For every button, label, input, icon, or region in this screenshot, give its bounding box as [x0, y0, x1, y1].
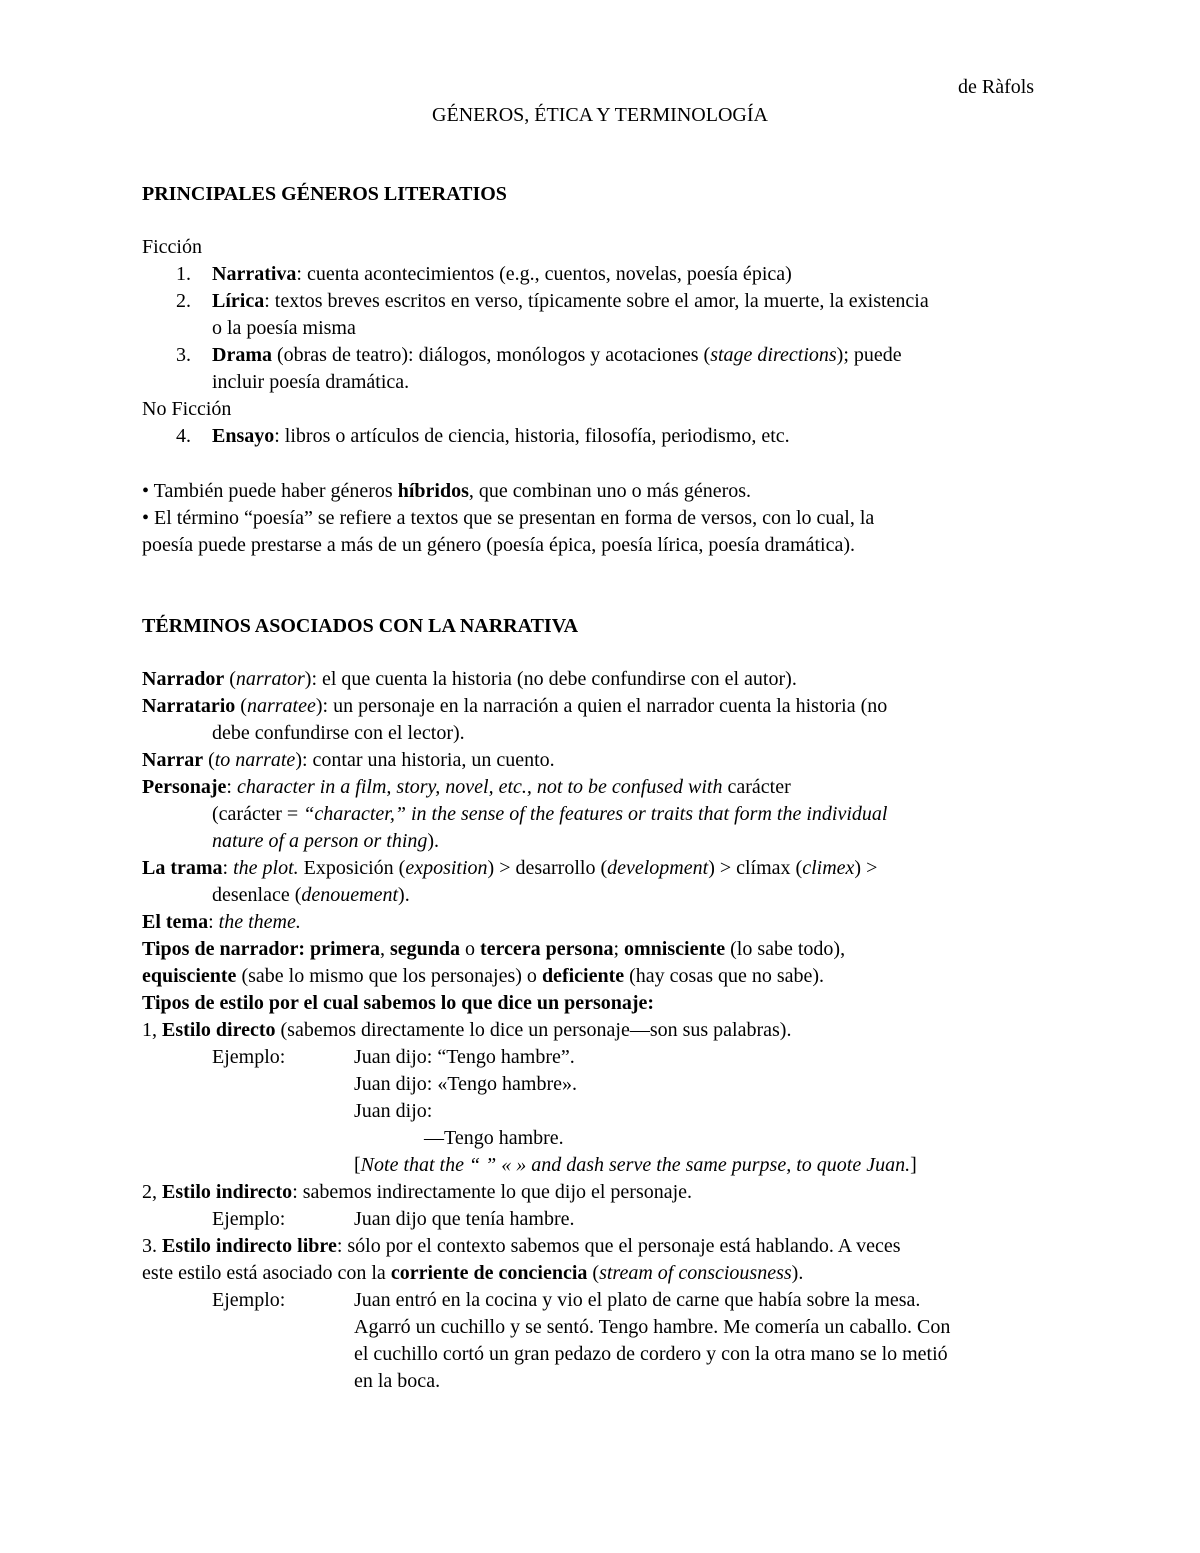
ejemplo-label: Ejemplo: — [212, 1046, 286, 1068]
term-narratario: Narratario (narratee): un personaje en la narración a quien el narrador cuenta la historia (no — [142, 695, 888, 717]
term-tipos-narrador-cont: equisciente (sabe lo mismo que los personajes) o deficiente (hay cosas que no sabe). — [142, 965, 825, 987]
note-poetry-line2: poesía puede prestarse a más de un género (poesía épica, poesía lírica, poesía dramática). — [142, 534, 856, 556]
list-number: 4. — [176, 425, 191, 447]
author-name: de Ràfols — [958, 76, 1035, 98]
term-narrar: Narrar (to narrate): contar una historia, un cuento. — [142, 749, 555, 771]
term-tipos-estilo: Tipos de estilo por el cual sabemos lo que dice un personaje: — [142, 992, 655, 1014]
note-hybrid-genres: • También puede haber géneros híbridos, que combinan uno o más géneros. — [142, 480, 752, 502]
list-number: 1. — [176, 263, 191, 285]
term-tema: El tema: the theme. — [142, 911, 301, 933]
note-poetry-line1: • El término “poesía” se refiere a textos que se presentan en forma de versos, con lo cual, la — [142, 507, 875, 529]
ficcion-label: Ficción — [142, 236, 202, 258]
example-line: Juan dijo que tenía hambre. — [354, 1208, 575, 1230]
term-personaje-cont2: nature of a person or thing). — [212, 830, 440, 852]
example-line: el cuchillo cortó un gran pedazo de cordero y con la otra mano se lo metió — [354, 1343, 948, 1365]
term-narrador: Narrador (narrator): el que cuenta la historia (no debe confundirse con el autor). — [142, 668, 797, 690]
section-heading-narrative-terms: TÉRMINOS ASOCIADOS CON LA NARRATIVA — [142, 615, 579, 637]
example-line: Juan dijo: — [354, 1100, 433, 1122]
example-line: Agarró un cuchillo y se sentó. Tengo hambre. Me comería un caballo. Con — [354, 1316, 951, 1338]
list-item-drama-cont: incluir poesía dramática. — [212, 371, 410, 393]
example-note: [Note that the “ ” « » and dash serve the same purpse, to quote Juan.] — [354, 1154, 917, 1176]
list-item-lirica-cont: o la poesía misma — [212, 317, 356, 339]
list-item-narrativa: Narrativa: cuenta acontecimientos (e.g., cuentos, novelas, poesía épica) — [212, 263, 792, 285]
estilo-indirecto: 2, Estilo indirecto: sabemos indirectamente lo que dijo el personaje. — [142, 1181, 693, 1203]
estilo-directo: 1, Estilo directo (sabemos directamente lo dice un personaje—son sus palabras). — [142, 1019, 792, 1041]
term-trama: La trama: the plot. Exposición (exposition) > desarrollo (development) > clímax (climex) > — [142, 857, 878, 879]
example-line: en la boca. — [354, 1370, 441, 1392]
example-line: Juan entró en la cocina y vio el plato de carne que había sobre la mesa. — [354, 1289, 921, 1311]
estilo-indirecto-libre: 3. Estilo indirecto libre: sólo por el contexto sabemos que el personaje está hablando. A veces — [142, 1235, 901, 1257]
list-item-ensayo: Ensayo: libros o artículos de ciencia, historia, filosofía, periodismo, etc. — [212, 425, 790, 447]
no-ficcion-label: No Ficción — [142, 398, 232, 420]
list-number: 3. — [176, 344, 191, 366]
list-number: 2. — [176, 290, 191, 312]
term-narratario-cont: debe confundirse con el lector). — [212, 722, 465, 744]
section-heading-genres: PRINCIPALES GÉNEROS LITERATIOS — [142, 183, 507, 205]
estilo-indirecto-libre-cont: este estilo está asociado con la corriente de conciencia (stream of consciousness). — [142, 1262, 804, 1284]
list-item-lirica: Lírica: textos breves escritos en verso, típicamente sobre el amor, la muerte, la existencia — [212, 290, 929, 312]
term-trama-cont: desenlace (denouement). — [212, 884, 410, 906]
ejemplo-label: Ejemplo: — [212, 1289, 286, 1311]
term-personaje-cont1: (carácter = “character,” in the sense of the features or traits that form the individual — [212, 803, 888, 825]
ejemplo-label: Ejemplo: — [212, 1208, 286, 1230]
example-line: Juan dijo: «Tengo hambre». — [354, 1073, 577, 1095]
example-line: —Tengo hambre. — [424, 1127, 564, 1149]
page-title: GÉNEROS, ÉTICA Y TERMINOLOGÍA — [432, 104, 768, 126]
example-line: Juan dijo: “Tengo hambre”. — [354, 1046, 575, 1068]
term-tipos-narrador: Tipos de narrador: primera, segunda o tercera persona; omnisciente (lo sabe todo), — [142, 938, 846, 960]
list-item-drama: Drama (obras de teatro): diálogos, monólogos y acotaciones (stage directions); puede — [212, 344, 902, 366]
term-personaje: Personaje: character in a film, story, novel, etc., not to be confused with carácter — [142, 776, 791, 798]
